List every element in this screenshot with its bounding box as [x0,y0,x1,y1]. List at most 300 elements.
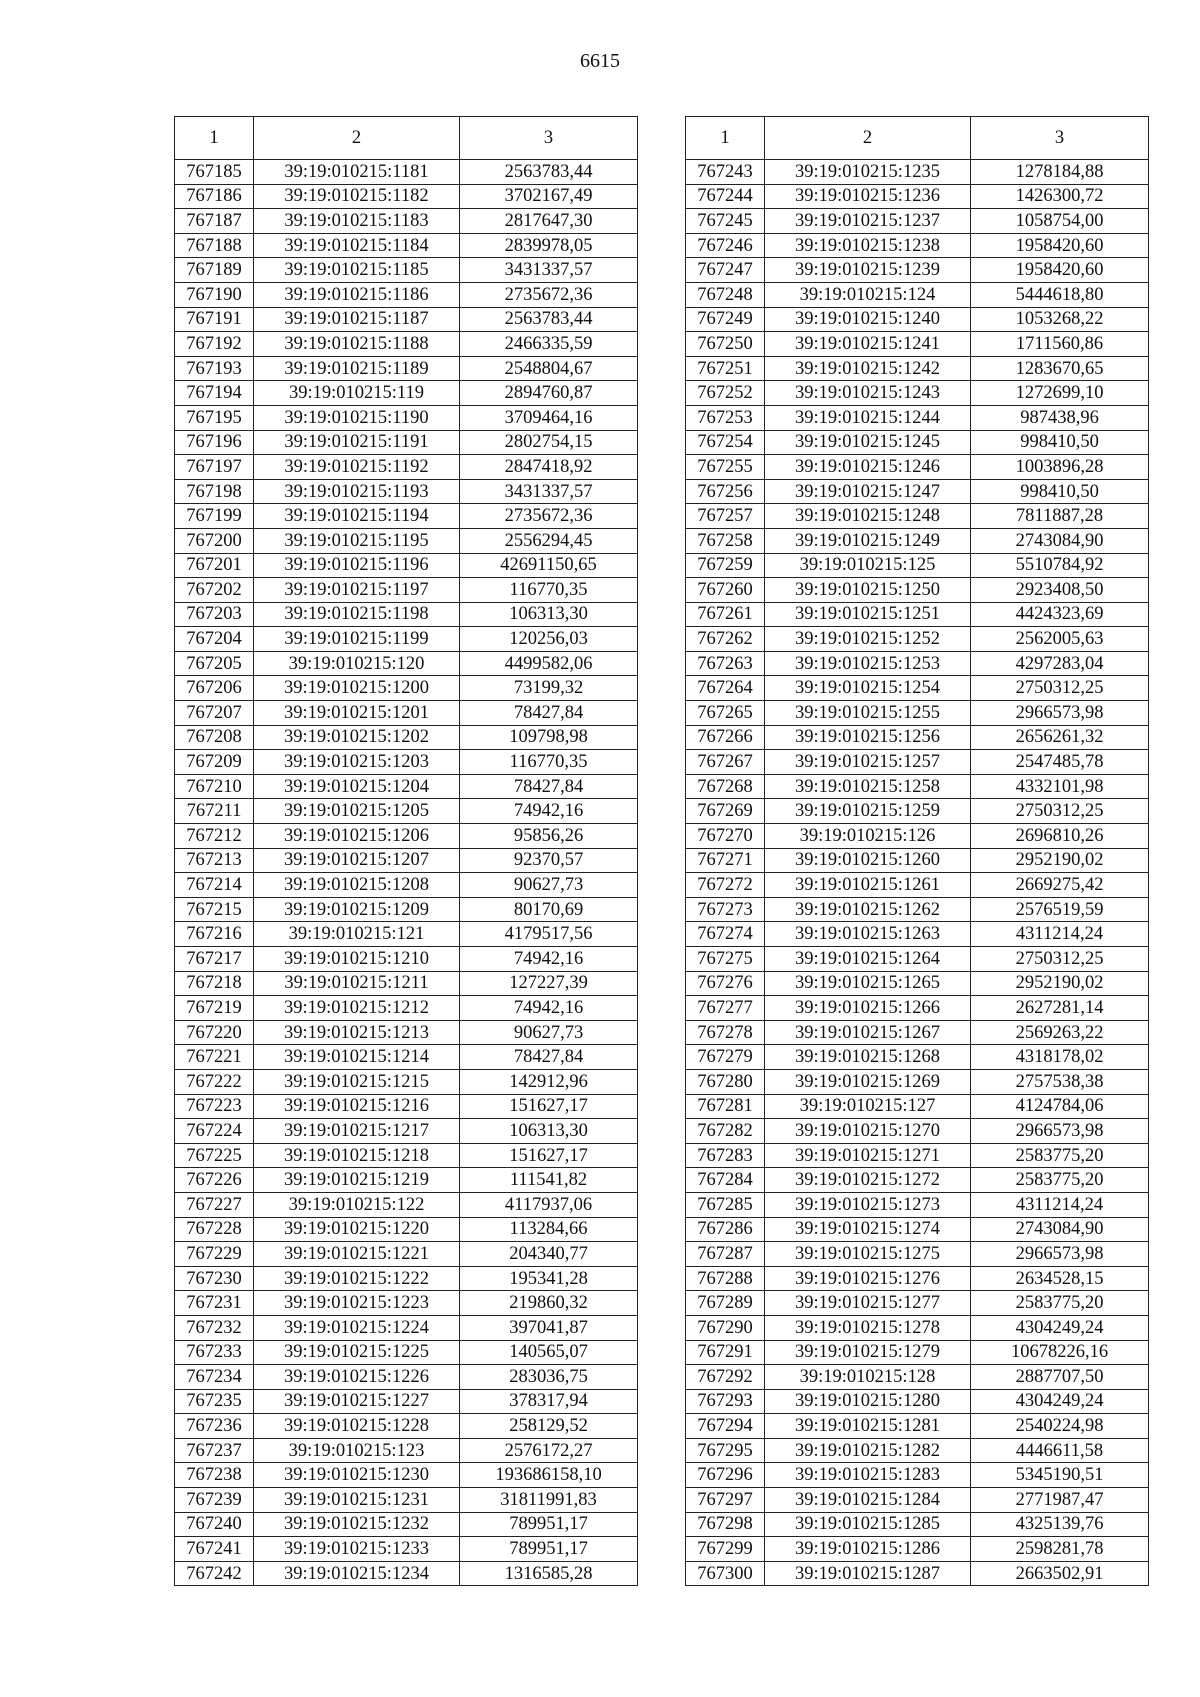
value-cell: 2952190,02 [971,848,1149,873]
cadastral-number-cell: 39:19:010215:1201 [254,701,460,726]
table-row [175,1045,638,1070]
cadastral-number-cell: 39:19:010215:127 [765,1094,971,1119]
cadastral-number-cell: 39:19:010215:1200 [254,676,460,701]
row-number-cell: 767238 [175,1463,254,1488]
cadastral-number-cell: 39:19:010215:1258 [765,774,971,799]
value-cell: 90627,73 [460,873,638,898]
value-cell: 2583775,20 [971,1143,1149,1168]
row-number-cell: 767223 [175,1094,254,1119]
table-row [175,209,638,234]
cadastral-number-cell: 39:19:010215:1182 [254,184,460,209]
cadastral-number-cell: 39:19:010215:1286 [765,1537,971,1562]
data-table-right [685,116,1149,1586]
cadastral-number-cell: 39:19:010215:1208 [254,873,460,898]
cadastral-number-cell: 39:19:010215:1238 [765,233,971,258]
cadastral-number-cell: 39:19:010215:1234 [254,1561,460,1586]
value-cell: 7811887,28 [971,504,1149,529]
table-body [175,160,638,1586]
value-cell: 1958420,60 [971,258,1149,283]
value-cell: 2598281,78 [971,1537,1149,1562]
cadastral-number-cell: 39:19:010215:1192 [254,455,460,480]
cadastral-number-cell: 39:19:010215:1205 [254,799,460,824]
value-cell: 42691150,65 [460,553,638,578]
row-number-cell: 767286 [686,1217,765,1242]
cadastral-number-cell: 39:19:010215:1185 [254,258,460,283]
value-cell: 74942,16 [460,799,638,824]
row-number-cell: 767246 [686,233,765,258]
table-row [175,824,638,849]
value-cell: 195341,28 [460,1266,638,1291]
value-cell: 193686158,10 [460,1463,638,1488]
cadastral-number-cell: 39:19:010215:1281 [765,1414,971,1439]
cadastral-number-cell: 39:19:010215:1181 [254,160,460,185]
value-cell: 120256,03 [460,627,638,652]
row-number-cell: 767253 [686,405,765,430]
cadastral-number-cell: 39:19:010215:1265 [765,971,971,996]
value-cell: 78427,84 [460,1045,638,1070]
column-header-2: 2 [765,117,971,160]
cadastral-number-cell: 39:19:010215:1259 [765,799,971,824]
cadastral-number-cell: 39:19:010215:1215 [254,1069,460,1094]
row-number-cell: 767227 [175,1192,254,1217]
cadastral-number-cell: 39:19:010215:1232 [254,1512,460,1537]
table-row [686,282,1149,307]
table-row [175,1414,638,1439]
column-header-1: 1 [175,117,254,160]
table-row [686,479,1149,504]
row-number-cell: 767192 [175,332,254,357]
table-row [686,897,1149,922]
row-number-cell: 767260 [686,578,765,603]
row-number-cell: 767273 [686,897,765,922]
value-cell: 1426300,72 [971,184,1149,209]
row-number-cell: 767256 [686,479,765,504]
table-row [175,1266,638,1291]
table-row [175,381,638,406]
table-row [175,1315,638,1340]
cadastral-number-cell: 39:19:010215:1212 [254,996,460,1021]
cadastral-number-cell: 39:19:010215:1228 [254,1414,460,1439]
column-header-3: 3 [971,117,1149,160]
value-cell: 2735672,36 [460,282,638,307]
cadastral-number-cell: 39:19:010215:1231 [254,1488,460,1513]
value-cell: 109798,98 [460,725,638,750]
row-number-cell: 767225 [175,1143,254,1168]
value-cell: 1272699,10 [971,381,1149,406]
row-number-cell: 767279 [686,1045,765,1070]
table-row [686,1020,1149,1045]
table-row [686,971,1149,996]
table-row [175,1119,638,1144]
cadastral-number-cell: 39:19:010215:1233 [254,1537,460,1562]
cadastral-number-cell: 39:19:010215:1246 [765,455,971,480]
value-cell: 1003896,28 [971,455,1149,480]
cadastral-number-cell: 39:19:010215:1223 [254,1291,460,1316]
value-cell: 2547485,78 [971,750,1149,775]
value-cell: 2548804,67 [460,356,638,381]
table-row [686,996,1149,1021]
table-row [686,1365,1149,1390]
table-row [175,971,638,996]
row-number-cell: 767250 [686,332,765,357]
row-number-cell: 767278 [686,1020,765,1045]
cadastral-number-cell: 39:19:010215:1193 [254,479,460,504]
table-row [686,504,1149,529]
cadastral-number-cell: 39:19:010215:1199 [254,627,460,652]
value-cell: 2735672,36 [460,504,638,529]
value-cell: 140565,07 [460,1340,638,1365]
row-number-cell: 767193 [175,356,254,381]
value-cell: 204340,77 [460,1242,638,1267]
row-number-cell: 767251 [686,356,765,381]
cadastral-number-cell: 39:19:010215:1222 [254,1266,460,1291]
table-row [686,922,1149,947]
value-cell: 3431337,57 [460,479,638,504]
value-cell: 3709464,16 [460,405,638,430]
row-number-cell: 767297 [686,1488,765,1513]
table-row [686,1266,1149,1291]
row-number-cell: 767207 [175,701,254,726]
table-row [175,553,638,578]
row-number-cell: 767221 [175,1045,254,1070]
cadastral-number-cell: 39:19:010215:1276 [765,1266,971,1291]
value-cell: 2750312,25 [971,947,1149,972]
cadastral-number-cell: 39:19:010215:1249 [765,528,971,553]
table-row [175,1561,638,1586]
value-cell: 2839978,05 [460,233,638,258]
value-cell: 3702167,49 [460,184,638,209]
value-cell: 4311214,24 [971,922,1149,947]
table-row [686,1561,1149,1586]
row-number-cell: 767277 [686,996,765,1021]
value-cell: 2696810,26 [971,824,1149,849]
value-cell: 2663502,91 [971,1561,1149,1586]
table-row [175,848,638,873]
table-row [175,1242,638,1267]
row-number-cell: 767295 [686,1438,765,1463]
row-number-cell: 767294 [686,1414,765,1439]
cadastral-number-cell: 39:19:010215:1267 [765,1020,971,1045]
row-number-cell: 767265 [686,701,765,726]
row-number-cell: 767248 [686,282,765,307]
row-number-cell: 767186 [175,184,254,209]
cadastral-number-cell: 39:19:010215:1263 [765,922,971,947]
cadastral-number-cell: 39:19:010215:128 [765,1365,971,1390]
cadastral-number-cell: 39:19:010215:1254 [765,676,971,701]
table-row [686,947,1149,972]
table-row [686,1537,1149,1562]
cadastral-number-cell: 39:19:010215:124 [765,282,971,307]
table-row [686,1291,1149,1316]
value-cell: 74942,16 [460,996,638,1021]
row-number-cell: 767249 [686,307,765,332]
row-number-cell: 767242 [175,1561,254,1586]
row-number-cell: 767218 [175,971,254,996]
cadastral-number-cell: 39:19:010215:1186 [254,282,460,307]
table-row [686,160,1149,185]
value-cell: 151627,17 [460,1143,638,1168]
row-number-cell: 767245 [686,209,765,234]
cadastral-number-cell: 39:19:010215:1250 [765,578,971,603]
value-cell: 2656261,32 [971,725,1149,750]
cadastral-number-cell: 39:19:010215:1218 [254,1143,460,1168]
value-cell: 4304249,24 [971,1389,1149,1414]
value-cell: 127227,39 [460,971,638,996]
cadastral-number-cell: 39:19:010215:1190 [254,405,460,430]
value-cell: 106313,30 [460,602,638,627]
table-row [175,1463,638,1488]
table-row [175,1438,638,1463]
row-number-cell: 767272 [686,873,765,898]
value-cell: 1058754,00 [971,209,1149,234]
value-cell: 116770,35 [460,750,638,775]
row-number-cell: 767195 [175,405,254,430]
row-number-cell: 767288 [686,1266,765,1291]
row-number-cell: 767300 [686,1561,765,1586]
table-row [686,233,1149,258]
table-row [686,1414,1149,1439]
row-number-cell: 767287 [686,1242,765,1267]
table-body [686,160,1149,1586]
row-number-cell: 767270 [686,824,765,849]
cadastral-number-cell: 39:19:010215:1191 [254,430,460,455]
cadastral-number-cell: 39:19:010215:1209 [254,897,460,922]
value-cell: 2923408,50 [971,578,1149,603]
cadastral-number-cell: 39:19:010215:1210 [254,947,460,972]
row-number-cell: 767264 [686,676,765,701]
table-row [175,258,638,283]
value-cell: 2817647,30 [460,209,638,234]
value-cell: 2743084,90 [971,1217,1149,1242]
table-row [686,627,1149,652]
value-cell: 111541,82 [460,1168,638,1193]
cadastral-number-cell: 39:19:010215:1239 [765,258,971,283]
cadastral-number-cell: 39:19:010215:120 [254,651,460,676]
row-number-cell: 767203 [175,602,254,627]
table-row [175,1217,638,1242]
cadastral-number-cell: 39:19:010215:1260 [765,848,971,873]
value-cell: 31811991,83 [460,1488,638,1513]
table-row [175,1168,638,1193]
cadastral-number-cell: 39:19:010215:1278 [765,1315,971,1340]
row-number-cell: 767255 [686,455,765,480]
value-cell: 95856,26 [460,824,638,849]
row-number-cell: 767206 [175,676,254,701]
value-cell: 2563783,44 [460,307,638,332]
value-cell: 1053268,22 [971,307,1149,332]
row-number-cell: 767194 [175,381,254,406]
table-row [686,455,1149,480]
row-number-cell: 767212 [175,824,254,849]
row-number-cell: 767241 [175,1537,254,1562]
row-number-cell: 767217 [175,947,254,972]
value-cell: 116770,35 [460,578,638,603]
table-row [686,553,1149,578]
table-row [175,627,638,652]
row-number-cell: 767266 [686,725,765,750]
row-number-cell: 767188 [175,233,254,258]
value-cell: 1278184,88 [971,160,1149,185]
value-cell: 2556294,45 [460,528,638,553]
table-header-row [686,117,1149,160]
table-row [175,356,638,381]
cadastral-number-cell: 39:19:010215:1220 [254,1217,460,1242]
table-row [175,1512,638,1537]
cadastral-number-cell: 39:19:010215:1211 [254,971,460,996]
table-row [686,1045,1149,1070]
row-number-cell: 767210 [175,774,254,799]
value-cell: 397041,87 [460,1315,638,1340]
table-row [175,1389,638,1414]
row-number-cell: 767222 [175,1069,254,1094]
cadastral-number-cell: 39:19:010215:1261 [765,873,971,898]
row-number-cell: 767276 [686,971,765,996]
row-number-cell: 767191 [175,307,254,332]
cadastral-number-cell: 39:19:010215:1280 [765,1389,971,1414]
cadastral-number-cell: 39:19:010215:1241 [765,332,971,357]
table-row [686,528,1149,553]
row-number-cell: 767228 [175,1217,254,1242]
table-row [686,1119,1149,1144]
row-number-cell: 767196 [175,430,254,455]
row-number-cell: 767239 [175,1488,254,1513]
value-cell: 2627281,14 [971,996,1149,1021]
table-row [175,1291,638,1316]
cadastral-number-cell: 39:19:010215:1264 [765,947,971,972]
table-row [175,405,638,430]
table-row [686,1389,1149,1414]
value-cell: 2847418,92 [460,455,638,480]
cadastral-number-cell: 39:19:010215:1268 [765,1045,971,1070]
cadastral-number-cell: 39:19:010215:1257 [765,750,971,775]
table-row [686,332,1149,357]
value-cell: 2634528,15 [971,1266,1149,1291]
value-cell: 4325139,76 [971,1512,1149,1537]
table-row [686,1069,1149,1094]
row-number-cell: 767257 [686,504,765,529]
row-number-cell: 767231 [175,1291,254,1316]
row-number-cell: 767208 [175,725,254,750]
cadastral-number-cell: 39:19:010215:1196 [254,553,460,578]
table-row [175,651,638,676]
row-number-cell: 767230 [175,1266,254,1291]
table-row [686,1168,1149,1193]
table-row [686,651,1149,676]
row-number-cell: 767281 [686,1094,765,1119]
cadastral-number-cell: 39:19:010215:119 [254,381,460,406]
value-cell: 78427,84 [460,701,638,726]
row-number-cell: 767201 [175,553,254,578]
row-number-cell: 767263 [686,651,765,676]
value-cell: 2757538,38 [971,1069,1149,1094]
cadastral-number-cell: 39:19:010215:1213 [254,1020,460,1045]
value-cell: 2669275,42 [971,873,1149,898]
table-row [686,1143,1149,1168]
value-cell: 2952190,02 [971,971,1149,996]
cadastral-number-cell: 39:19:010215:1197 [254,578,460,603]
cadastral-number-cell: 39:19:010215:122 [254,1192,460,1217]
value-cell: 2750312,25 [971,799,1149,824]
row-number-cell: 767198 [175,479,254,504]
value-cell: 90627,73 [460,1020,638,1045]
value-cell: 998410,50 [971,430,1149,455]
cadastral-number-cell: 39:19:010215:1283 [765,1463,971,1488]
cadastral-number-cell: 39:19:010215:1203 [254,750,460,775]
value-cell: 378317,94 [460,1389,638,1414]
table-row [686,1217,1149,1242]
table-row [175,774,638,799]
row-number-cell: 767226 [175,1168,254,1193]
table-row [686,602,1149,627]
cadastral-number-cell: 39:19:010215:1244 [765,405,971,430]
table-row [175,701,638,726]
cadastral-number-cell: 39:19:010215:1262 [765,897,971,922]
cadastral-number-cell: 39:19:010215:1279 [765,1340,971,1365]
cadastral-number-cell: 39:19:010215:1230 [254,1463,460,1488]
row-number-cell: 767235 [175,1389,254,1414]
row-number-cell: 767240 [175,1512,254,1537]
row-number-cell: 767199 [175,504,254,529]
table-row [686,430,1149,455]
cadastral-number-cell: 39:19:010215:1188 [254,332,460,357]
table-row [175,233,638,258]
table-row [175,430,638,455]
cadastral-number-cell: 39:19:010215:1252 [765,627,971,652]
row-number-cell: 767215 [175,897,254,922]
value-cell: 2562005,63 [971,627,1149,652]
cadastral-number-cell: 39:19:010215:1187 [254,307,460,332]
cadastral-number-cell: 39:19:010215:1214 [254,1045,460,1070]
column-header-3: 3 [460,117,638,160]
row-number-cell: 767298 [686,1512,765,1537]
value-cell: 987438,96 [971,405,1149,430]
value-cell: 4179517,56 [460,922,638,947]
value-cell: 4332101,98 [971,774,1149,799]
row-number-cell: 767269 [686,799,765,824]
row-number-cell: 767197 [175,455,254,480]
table-row [686,799,1149,824]
cadastral-number-cell: 39:19:010215:1217 [254,1119,460,1144]
row-number-cell: 767258 [686,528,765,553]
value-cell: 2743084,90 [971,528,1149,553]
table-row [686,307,1149,332]
row-number-cell: 767211 [175,799,254,824]
data-table-left [174,116,638,1586]
row-number-cell: 767219 [175,996,254,1021]
cadastral-number-cell: 39:19:010215:1189 [254,356,460,381]
value-cell: 4124784,06 [971,1094,1149,1119]
table-row [175,504,638,529]
table-row [686,1315,1149,1340]
row-number-cell: 767243 [686,160,765,185]
row-number-cell: 767252 [686,381,765,406]
table-row [686,1488,1149,1513]
value-cell: 4499582,06 [460,651,638,676]
value-cell: 283036,75 [460,1365,638,1390]
table-row [686,1192,1149,1217]
value-cell: 2750312,25 [971,676,1149,701]
row-number-cell: 767187 [175,209,254,234]
cadastral-number-cell: 39:19:010215:1248 [765,504,971,529]
cadastral-number-cell: 39:19:010215:1198 [254,602,460,627]
value-cell: 2894760,87 [460,381,638,406]
cadastral-number-cell: 39:19:010215:1266 [765,996,971,1021]
value-cell: 4311214,24 [971,1192,1149,1217]
table-row [686,725,1149,750]
table-row [686,184,1149,209]
cadastral-number-cell: 39:19:010215:1236 [765,184,971,209]
table-row [686,824,1149,849]
